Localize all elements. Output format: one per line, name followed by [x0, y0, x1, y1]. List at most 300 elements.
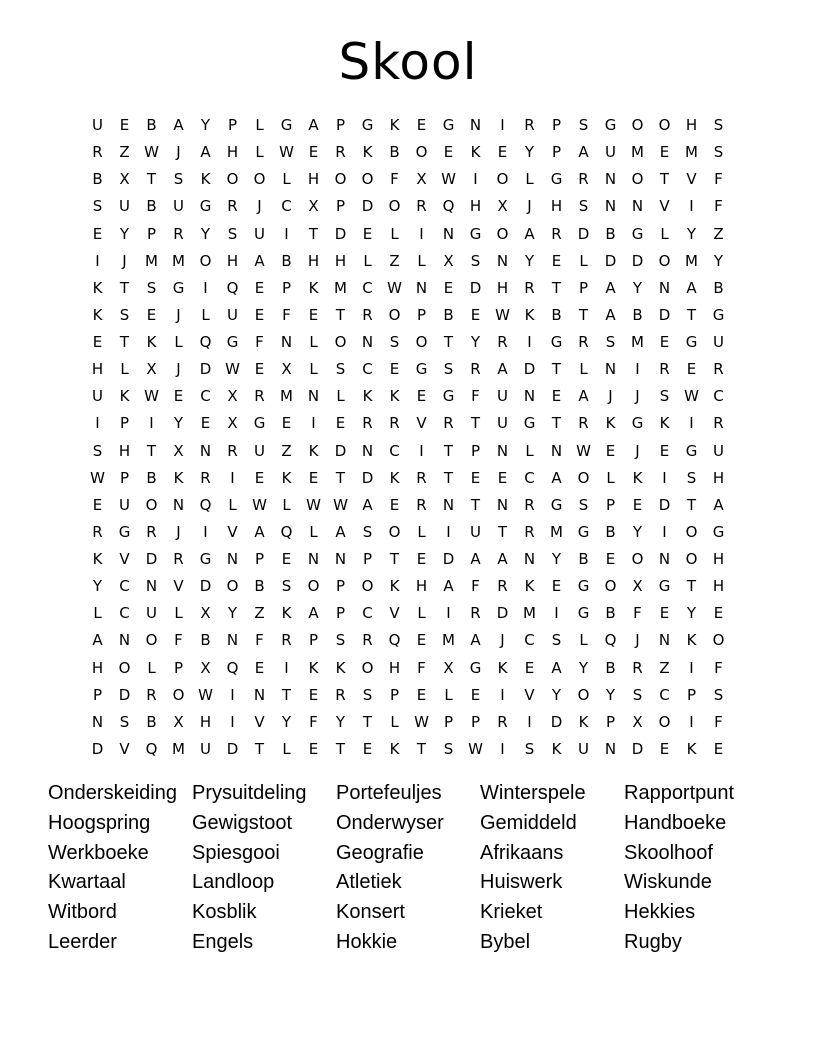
grid-letter: Y	[551, 685, 562, 704]
grid-letter: P	[254, 550, 265, 569]
grid-letter: X	[281, 360, 292, 379]
grid-letter: E	[281, 550, 292, 569]
grid-letter: D	[523, 360, 536, 379]
grid-letter: M	[172, 251, 185, 270]
grid-letter: P	[146, 224, 157, 243]
grid-letter: P	[335, 116, 346, 135]
grid-letter: S	[443, 739, 454, 758]
grid-letter: U	[578, 739, 589, 758]
grid-letter: T	[686, 495, 697, 514]
grid-letter: D	[334, 441, 347, 460]
grid-letter: V	[524, 685, 535, 704]
grid-letter: H	[118, 441, 131, 460]
grid-letter: T	[308, 224, 319, 243]
grid-letter: R	[551, 224, 562, 243]
grid-letter: H	[307, 170, 320, 189]
grid-letter: N	[253, 685, 266, 704]
grid-letter: S	[605, 333, 616, 352]
grid-letter: C	[119, 577, 130, 596]
grid-letter: L	[606, 468, 615, 487]
grid-letter: R	[281, 631, 292, 650]
grid-letter: N	[91, 712, 104, 731]
grid-letter: B	[551, 305, 562, 324]
grid-letter: E	[92, 224, 103, 243]
grid-letter: K	[362, 387, 373, 406]
grid-letter: J	[176, 522, 181, 541]
grid-letter: K	[686, 739, 697, 758]
grid-letter: E	[470, 685, 481, 704]
grid-letter: A	[605, 278, 616, 297]
grid-letter: U	[497, 387, 508, 406]
grid-letter: S	[173, 170, 184, 189]
grid-letter: O	[118, 658, 131, 677]
grid-letter: D	[199, 577, 212, 596]
grid-letter: T	[416, 739, 427, 758]
grid-letter: G	[469, 224, 482, 243]
grid-letter: T	[335, 305, 346, 324]
grid-letter: S	[119, 305, 130, 324]
grid-row	[84, 410, 732, 437]
grid-letter: E	[605, 550, 616, 569]
grid-letter: E	[659, 441, 670, 460]
grid-letter: Y	[92, 577, 103, 596]
grid-letter: X	[443, 251, 454, 270]
grid-letter: U	[92, 387, 103, 406]
grid-letter: A	[497, 550, 508, 569]
grid-letter: R	[713, 360, 724, 379]
grid-letter: M	[172, 739, 185, 758]
grid-letter: N	[442, 495, 455, 514]
grid-letter: D	[442, 550, 455, 569]
grid-letter: G	[550, 333, 563, 352]
grid-letter: L	[417, 251, 426, 270]
grid-letter: O	[172, 685, 185, 704]
grid-letter: N	[496, 441, 509, 460]
grid-letter: L	[255, 143, 264, 162]
grid-letter: X	[308, 197, 319, 216]
grid-letter: E	[632, 495, 643, 514]
grid-letter: R	[497, 333, 508, 352]
grid-letter: W	[198, 685, 213, 704]
grid-letter: H	[685, 116, 698, 135]
grid-letter: G	[604, 116, 617, 135]
grid-row	[84, 438, 732, 465]
grid-letter: A	[254, 251, 265, 270]
grid-letter: S	[686, 468, 697, 487]
grid-letter: R	[497, 577, 508, 596]
grid-letter: H	[307, 251, 320, 270]
grid-letter: G	[577, 604, 590, 623]
grid-letter: K	[686, 631, 697, 650]
grid-letter: C	[524, 468, 535, 487]
grid-row	[84, 221, 732, 248]
grid-letter: N	[604, 170, 617, 189]
grid-letter: J	[176, 305, 181, 324]
grid-letter: O	[415, 143, 428, 162]
grid-letter: R	[416, 468, 427, 487]
grid-letter: E	[92, 333, 103, 352]
grid-letter: O	[199, 251, 212, 270]
grid-letter: S	[713, 143, 724, 162]
grid-letter: E	[92, 495, 103, 514]
grid-letter: H	[712, 550, 725, 569]
grid-letter: N	[658, 631, 671, 650]
grid-letter: E	[119, 116, 130, 135]
grid-letter: W	[252, 495, 267, 514]
grid-letter: T	[146, 170, 157, 189]
word-list-item: Werkboeke	[48, 841, 149, 864]
grid-letter: Y	[227, 604, 238, 623]
grid-letter: T	[470, 414, 481, 433]
grid-letter: P	[308, 631, 319, 650]
grid-letter: R	[254, 387, 265, 406]
grid-letter: L	[120, 360, 129, 379]
grid-letter: N	[442, 224, 455, 243]
grid-letter: D	[604, 251, 617, 270]
grid-letter: T	[119, 333, 130, 352]
grid-letter: S	[713, 685, 724, 704]
grid-letter: R	[659, 360, 670, 379]
grid-letter: E	[416, 631, 427, 650]
grid-letter: J	[527, 197, 532, 216]
grid-letter: K	[551, 739, 562, 758]
grid-letter: F	[174, 631, 183, 650]
grid-letter: S	[335, 360, 346, 379]
grid-letter: G	[577, 522, 590, 541]
grid-letter: T	[443, 468, 454, 487]
word-list-item: Onderwyser	[336, 811, 444, 834]
grid-letter: O	[712, 631, 725, 650]
grid-letter: E	[308, 305, 319, 324]
grid-letter: O	[307, 577, 320, 596]
word-list-item: Rapportpunt	[624, 782, 735, 804]
grid-letter: A	[254, 522, 265, 541]
grid-letter: S	[659, 387, 670, 406]
grid-letter: L	[525, 170, 534, 189]
grid-letter: O	[496, 170, 509, 189]
grid-letter: P	[92, 685, 103, 704]
grid-letter: G	[199, 197, 212, 216]
word-list-item: Portefeuljes	[336, 782, 442, 804]
grid-letter: C	[389, 441, 400, 460]
grid-letter: A	[200, 143, 211, 162]
grid-letter: L	[93, 604, 102, 623]
grid-letter: D	[145, 550, 158, 569]
grid-letter: K	[92, 550, 103, 569]
grid-letter: M	[631, 333, 644, 352]
grid-letter: B	[146, 197, 157, 216]
grid-letter: H	[550, 197, 563, 216]
grid-row	[84, 383, 732, 410]
grid-letter: T	[686, 305, 697, 324]
grid-letter: K	[524, 305, 535, 324]
grid-letter: L	[444, 685, 453, 704]
grid-letter: U	[254, 441, 265, 460]
grid-letter: F	[417, 658, 426, 677]
grid-letter: I	[689, 414, 694, 433]
grid-letter: N	[550, 441, 563, 460]
grid-letter: L	[309, 333, 318, 352]
grid-letter: E	[308, 468, 319, 487]
grid-letter: C	[659, 685, 670, 704]
grid-letter: T	[578, 305, 589, 324]
grid-letter: J	[176, 360, 181, 379]
grid-letter: A	[173, 116, 184, 135]
word-list-item: Hokkie	[336, 930, 398, 953]
grid-letter: L	[201, 305, 210, 324]
grid-row	[84, 139, 732, 166]
grid-letter: M	[442, 631, 455, 650]
grid-letter: N	[145, 577, 158, 596]
grid-letter: B	[146, 468, 157, 487]
word-list-item: Spiesgooi	[192, 841, 280, 864]
grid-letter: T	[335, 468, 346, 487]
word-list-item: Geografie	[336, 841, 424, 864]
grid-letter: Q	[226, 658, 239, 677]
grid-letter: H	[469, 197, 482, 216]
grid-letter: S	[362, 685, 373, 704]
grid-letter: D	[658, 495, 671, 514]
grid-letter: Y	[713, 251, 724, 270]
grid-letter: X	[119, 170, 130, 189]
grid-letter: R	[92, 143, 103, 162]
word-list-item: Bybel	[480, 930, 531, 953]
word-list-item: Landloop	[192, 871, 275, 894]
grid-letter: E	[389, 495, 400, 514]
grid-letter: I	[230, 685, 235, 704]
grid-letter: V	[659, 197, 670, 216]
grid-letter: Y	[200, 224, 211, 243]
grid-letter: U	[470, 522, 481, 541]
grid-letter: A	[362, 495, 373, 514]
grid-letter: C	[119, 604, 130, 623]
grid-letter: O	[145, 631, 158, 650]
grid-letter: E	[254, 468, 265, 487]
grid-letter: O	[145, 495, 158, 514]
grid-letter: L	[579, 360, 588, 379]
grid-letter: J	[257, 197, 262, 216]
grid-row	[84, 248, 732, 275]
grid-letter: M	[334, 278, 347, 297]
grid-letter: N	[523, 387, 536, 406]
grid-letter: W	[144, 143, 159, 162]
grid-letter: E	[254, 305, 265, 324]
grid-letter: D	[361, 468, 374, 487]
grid-letter: R	[713, 414, 724, 433]
grid-letter: D	[226, 739, 239, 758]
grid-letter: L	[228, 495, 237, 514]
grid-letter: K	[605, 414, 616, 433]
grid-letter: N	[334, 550, 347, 569]
grid-letter: L	[174, 604, 183, 623]
grid-letter: G	[712, 305, 725, 324]
grid-letter: I	[446, 522, 451, 541]
grid-letter: E	[146, 305, 157, 324]
grid-letter: H	[496, 278, 509, 297]
grid-letter: E	[416, 550, 427, 569]
grid-letter: O	[253, 170, 266, 189]
grid-letter: U	[146, 604, 157, 623]
grid-letter: S	[578, 197, 589, 216]
grid-letter: A	[686, 278, 697, 297]
grid-letter: P	[119, 414, 130, 433]
grid-letter: V	[389, 604, 400, 623]
grid-letter: O	[226, 577, 239, 596]
grid-letter: L	[417, 522, 426, 541]
grid-letter: X	[497, 197, 508, 216]
grid-letter: I	[662, 522, 667, 541]
grid-letter: Y	[119, 224, 130, 243]
grid-letter: W	[225, 360, 240, 379]
grid-letter: R	[578, 333, 589, 352]
grid-letter: L	[579, 631, 588, 650]
grid-letter: J	[122, 251, 127, 270]
grid-letter: B	[200, 631, 211, 650]
grid-letter: E	[389, 360, 400, 379]
grid-letter: K	[92, 305, 103, 324]
grid-letter: G	[280, 116, 293, 135]
grid-letter: A	[470, 550, 481, 569]
grid-letter: G	[253, 414, 266, 433]
grid-letter: O	[361, 170, 374, 189]
grid-letter: I	[527, 333, 532, 352]
grid-letter: B	[254, 577, 265, 596]
grid-row	[84, 193, 732, 220]
word-list-item: Hekkies	[624, 901, 696, 924]
grid-letter: S	[389, 333, 400, 352]
grid-letter: F	[471, 577, 480, 596]
grid-letter: B	[92, 170, 103, 189]
grid-letter: A	[578, 387, 589, 406]
grid-letter: O	[388, 522, 401, 541]
grid-letter: E	[173, 387, 184, 406]
grid-letter: W	[684, 387, 699, 406]
grid-letter: L	[579, 251, 588, 270]
grid-letter: D	[577, 224, 590, 243]
grid-letter: P	[416, 305, 427, 324]
grid-letter: W	[414, 712, 429, 731]
grid-letter: B	[605, 658, 616, 677]
word-list-item: Engels	[192, 930, 254, 953]
grid-letter: F	[255, 631, 264, 650]
grid-letter: S	[146, 278, 157, 297]
grid-letter: W	[333, 495, 348, 514]
grid-letter: B	[605, 522, 616, 541]
grid-letter: M	[280, 387, 293, 406]
grid-letter: I	[230, 468, 235, 487]
grid-letter: K	[308, 278, 319, 297]
grid-letter: X	[632, 577, 643, 596]
grid-letter: J	[500, 631, 505, 650]
grid-letter: G	[199, 550, 212, 569]
grid-letter: U	[92, 116, 103, 135]
grid-letter: Y	[632, 522, 643, 541]
grid-letter: O	[334, 170, 347, 189]
grid-letter: S	[227, 224, 238, 243]
word-list-item: Hoogspring	[48, 811, 151, 834]
grid-letter: I	[527, 712, 532, 731]
grid-letter: F	[714, 197, 723, 216]
grid-letter: K	[362, 143, 373, 162]
grid-letter: W	[279, 143, 294, 162]
grid-letter: Y	[686, 224, 697, 243]
grid-letter: W	[576, 441, 591, 460]
grid-letter: D	[334, 224, 347, 243]
grid-letter: J	[635, 441, 640, 460]
grid-letter: X	[200, 604, 211, 623]
grid-letter: K	[200, 170, 211, 189]
grid-letter: G	[118, 522, 131, 541]
grid-letter: D	[631, 739, 644, 758]
grid-letter: S	[524, 739, 535, 758]
page-title: Skool	[338, 33, 478, 91]
grid-letter: N	[415, 278, 428, 297]
grid-letter: V	[119, 739, 130, 758]
grid-letter: Z	[713, 224, 724, 243]
grid-letter: U	[713, 441, 724, 460]
grid-letter: F	[255, 333, 264, 352]
grid-letter: I	[95, 251, 100, 270]
grid-letter: M	[523, 604, 536, 623]
grid-letter: F	[282, 305, 291, 324]
grid-letter: R	[524, 495, 535, 514]
grid-letter: E	[524, 658, 535, 677]
grid-letter: G	[415, 360, 428, 379]
grid-letter: A	[578, 143, 589, 162]
grid-letter: G	[712, 522, 725, 541]
grid-letter: S	[92, 441, 103, 460]
grid-letter: V	[173, 577, 184, 596]
grid-letter: M	[631, 143, 644, 162]
grid-letter: S	[119, 712, 130, 731]
grid-letter: A	[551, 468, 562, 487]
grid-letter: M	[685, 251, 698, 270]
grid-letter: L	[390, 712, 399, 731]
grid-letter: H	[388, 658, 401, 677]
grid-letter: L	[174, 333, 183, 352]
grid-letter: N	[226, 550, 239, 569]
grid-letter: L	[660, 224, 669, 243]
grid-letter: Q	[199, 495, 212, 514]
grid-letter: G	[685, 441, 698, 460]
grid-letter: H	[91, 360, 104, 379]
grid-letter: E	[335, 414, 346, 433]
grid-letter: E	[254, 278, 265, 297]
grid-letter: T	[335, 739, 346, 758]
grid-letter: U	[173, 197, 184, 216]
grid-letter: A	[92, 631, 103, 650]
grid-letter: G	[226, 333, 239, 352]
grid-letter: Y	[605, 685, 616, 704]
grid-letter: N	[658, 278, 671, 297]
grid-letter: S	[551, 631, 562, 650]
word-list-item: Winterspele	[480, 782, 586, 804]
grid-row	[84, 709, 732, 736]
grid-letter: B	[443, 305, 454, 324]
grid-letter: G	[631, 414, 644, 433]
grid-letter: E	[659, 604, 670, 623]
grid-letter: E	[200, 414, 211, 433]
grid-letter: J	[635, 631, 640, 650]
grid-letter: O	[631, 170, 644, 189]
grid-letter: T	[254, 739, 265, 758]
grid-letter: G	[172, 278, 185, 297]
grid-letter: Z	[254, 604, 265, 623]
word-list-item: Skoolhoof	[624, 841, 713, 864]
grid-letter: Y	[551, 550, 562, 569]
grid-letter: P	[389, 685, 400, 704]
grid-letter: W	[441, 170, 456, 189]
